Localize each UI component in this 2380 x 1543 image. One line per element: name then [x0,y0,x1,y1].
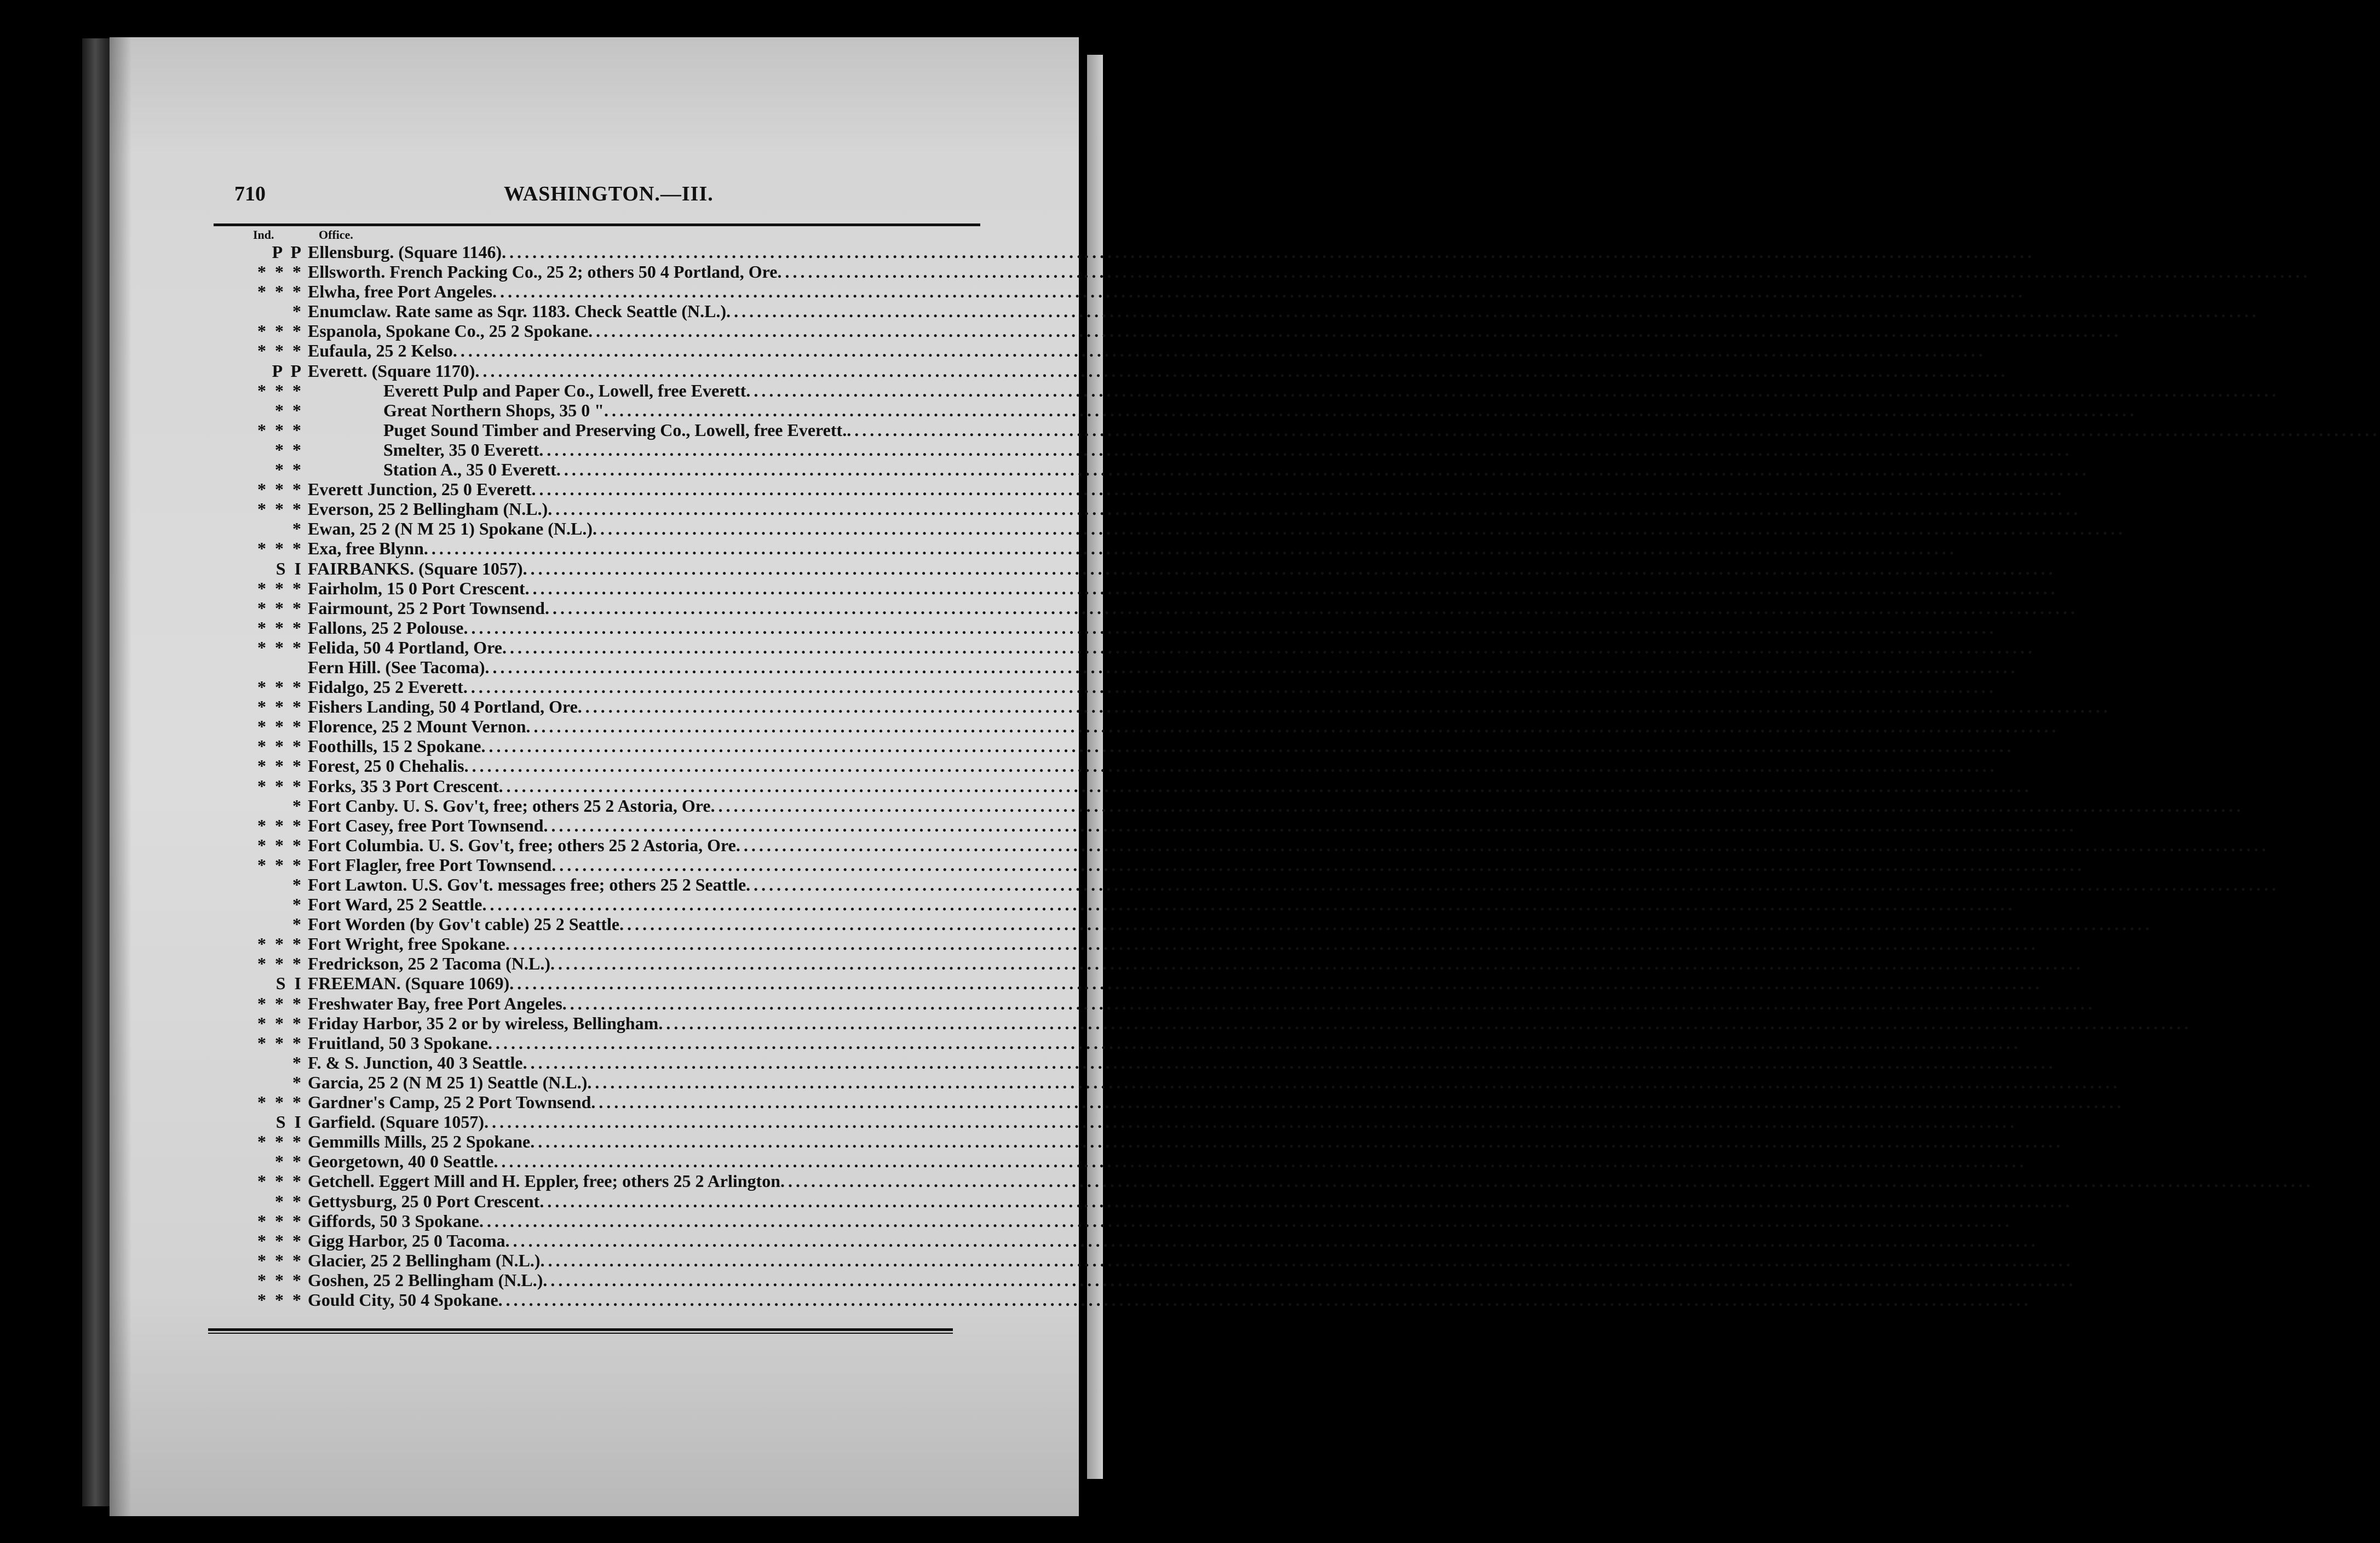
office-entry [308,360,2009,381]
list-item [214,1191,2073,1211]
list-item [214,1112,2018,1132]
column-header-ind: Ind. [253,228,274,242]
dot-leader: ........................................................................................................................................................................................................ [777,262,2311,282]
ind-marker: * * * [257,617,303,638]
running-head: WASHINGTON.—III. [504,182,714,205]
list-item [214,1230,2039,1251]
office-entry [308,262,2311,282]
office-text: Everett Junction, 25 0 Everett [308,479,532,500]
dot-leader: ........................................................................................................................................................................................................ [482,894,2016,915]
ind-marker: * * * [257,380,303,400]
list-item [214,934,2039,954]
dot-leader: ........................................................................................................................................................................................................ [726,301,2260,322]
dot-leader: ........................................................................................................................................................................................................ [587,1072,2121,1092]
office-entry [308,894,2016,915]
dot-leader: ........................................................................................................................................................................................................ [530,1132,2064,1152]
office-text: Fort Ward, 25 2 Seattle [308,894,482,915]
list-item [214,677,1997,697]
office-entry [308,934,2039,954]
office-text: Espanola, Spokane Co., 25 2 Spokane [308,321,589,341]
dot-leader: ........................................................................................................................................................................................................ [464,756,1998,776]
office-entry [308,1289,2032,1310]
ind-marker: * * * [257,835,303,855]
list-item [214,242,2036,262]
dot-leader: ........................................................................................................................................................................................................ [498,1289,2032,1310]
dot-leader: ........................................................................................................................................................................................................ [526,716,2060,737]
office-entry [308,1270,2077,1290]
dot-leader: ........................................................................................................................................................................................................ [548,499,2082,519]
office-text: Georgetown, 40 0 Seattle [308,1151,494,1172]
list-item [214,617,1997,638]
ind-marker: * [292,1072,303,1092]
office-entry [308,1112,2018,1132]
dot-leader: ........................................................................................................................................................................................................ [543,1270,2077,1290]
dot-leader: ........................................................................................................................................................................................................ [522,1052,2056,1072]
office-text: Foothills, 15 2 Spokane [308,736,481,756]
office-entry [308,558,2056,578]
dot-leader: ........................................................................................................................................................................................................ [502,242,2036,262]
ind-marker: * * * [257,854,303,875]
office-text: Fort Casey, free Port Townsend [308,815,544,835]
office-text: Smelter, 35 0 Everett [383,439,539,460]
office-entry [308,1072,2121,1092]
list-item [214,637,2036,657]
ind-marker: * * * [257,637,303,657]
office-text: Garfield. (Square 1057) [308,1112,485,1132]
office-entry [308,1250,2074,1270]
list-item [214,795,2244,816]
dot-leader: ........................................................................................................................................................................................................ [525,578,2059,598]
dot-leader: ........................................................................................................................................................................................................ [452,341,1986,361]
office-entry [308,578,2059,598]
list-item [214,519,2126,539]
dot-leader: ........................................................................................................................................................................................................ [544,598,2078,618]
office-text: Enumclaw. Rate same as Sqr. 1183. Check Seattle (N.L.) [308,301,727,322]
list-item [214,973,2043,994]
ind-marker: * * * [257,954,303,974]
office-text: Florence, 25 2 Mount Vernon [308,716,526,737]
office-entry [308,1211,2013,1231]
list-item [214,657,2019,677]
office-text: Elwha, free Port Angeles [308,282,493,302]
office-entry [308,341,1986,361]
office-entry [383,420,2380,440]
office-entry [308,973,2043,994]
ind-marker: * * * [257,934,303,954]
office-entry [308,993,2096,1013]
office-entry [308,954,2084,974]
list-item [214,697,2111,717]
dot-leader: ........................................................................................................................................................................................................ [619,914,2153,934]
ind-marker: * * * [257,578,303,598]
office-text: Fort Columbia. U. S. Gov't, free; others 25 2 Astoria, Ore [308,835,736,855]
office-entry [308,637,2036,657]
list-item [214,716,2060,737]
office-text: Fruitland, 50 3 Spokane [308,1033,488,1053]
ind-marker: * * * [257,598,303,618]
office-text: Ellensburg. (Square 1146) [308,242,502,262]
dot-leader: ........................................................................................................................................................................................................ [847,420,2380,440]
ind-marker: * * * [257,1250,303,1270]
office-list [214,242,2380,1310]
list-item [214,1289,2032,1310]
office-text: Friday Harbor, 35 2 or by wireless, Bellingham [308,1013,659,1033]
office-text: FAIRBANKS. (Square 1057) [308,558,523,578]
dot-leader: ........................................................................................................................................................................................................ [540,1250,2074,1270]
office-entry [308,617,1997,638]
list-item [214,1171,2314,1191]
office-text: Fort Lawton. U.S. Gov't. messages free; others 25 2 Seattle [308,875,746,894]
ind-marker: P P [272,360,303,381]
office-entry [308,242,2036,262]
column-header-office: Office. [319,228,353,242]
ind-marker: * * * [257,341,303,361]
ind-marker: * * * [257,677,303,697]
list-item [214,1013,2192,1033]
office-entry [308,1052,2056,1072]
office-entry [308,1013,2192,1033]
list-item [214,1052,2056,1072]
list-item [214,479,2065,500]
ind-marker: * [292,894,303,915]
footer-rule-thin [208,1333,953,1334]
office-entry [308,301,2260,322]
office-entry [308,835,2269,855]
list-item [214,439,2073,460]
office-text: Fern Hill. (See Tacoma) [308,657,485,677]
ind-marker: * [292,301,303,322]
ind-marker: * * [275,1151,303,1172]
office-text: Puget Sound Timber and Preserving Co., Lowell, free Everett. [383,420,847,440]
list-item [214,262,2311,282]
list-item [214,914,2153,934]
list-item [214,360,2009,381]
dot-leader: ........................................................................................................................................................................................................ [463,617,1997,638]
dot-leader: ........................................................................................................................................................................................................ [498,776,2032,796]
office-entry [383,460,2090,480]
ind-marker: * * [275,460,303,480]
list-item [214,1151,2027,1172]
office-text: Fairholm, 15 0 Port Crescent [308,578,525,598]
list-item [214,499,2082,519]
dot-leader: ........................................................................................................................................................................................................ [746,380,2280,400]
office-text: Gardner's Camp, 25 2 Port Townsend [308,1092,591,1112]
office-text: Garcia, 25 2 (N M 25 1) Seattle (N.L.) [308,1072,588,1092]
office-entry [308,538,1957,559]
office-entry [308,776,2032,796]
ind-marker: * * * [257,1092,303,1112]
office-text: F. & S. Junction, 40 3 Seattle [308,1052,523,1072]
list-item [214,460,2090,480]
dot-leader: ........................................................................................................................................................................................................ [505,1230,2039,1251]
ind-marker: * * * [257,479,303,500]
office-text: Gigg Harbor, 25 0 Tacoma [308,1230,505,1251]
dot-leader: ........................................................................................................................................................................................................ [484,1112,2018,1132]
ind-marker: * [292,795,303,816]
office-entry [308,677,1997,697]
ind-marker: * * * [257,1211,303,1231]
office-text: Great Northern Shops, 35 0 " [383,400,604,420]
office-text: Gettysburg, 25 0 Port Crescent [308,1191,540,1211]
list-item [214,1211,2013,1231]
office-text: Exa, free Blynn [308,538,424,559]
list-item [214,776,2032,796]
ind-marker: * * * [257,1230,303,1251]
ind-marker: * * * [257,1171,303,1191]
office-entry [308,1230,2039,1251]
office-entry [308,756,1998,776]
office-entry [308,854,2085,875]
list-item [214,993,2096,1013]
dot-leader: ........................................................................................................................................................................................................ [522,558,2056,578]
office-text: Fidalgo, 25 2 Everett [308,677,463,697]
ind-marker: S I [275,558,303,578]
list-item [214,301,2260,322]
ind-marker: * * * [257,993,303,1013]
list-item [214,282,2026,302]
list-item [214,854,2085,875]
office-text: Felida, 50 4 Portland, Ore [308,637,502,657]
ind-marker: S I [275,1112,303,1132]
office-entry [308,657,2019,677]
office-text: Fort Flagler, free Port Townsend [308,854,552,875]
office-entry [308,1191,2073,1211]
list-item [214,1132,2064,1152]
office-text: Gould City, 50 4 Spokane [308,1289,498,1310]
office-text: Everett Pulp and Paper Co., Lowell, free Everett [383,380,746,400]
list-item [214,1072,2121,1092]
ind-marker: * [292,875,303,894]
list-item [214,815,2077,835]
dot-leader: ........................................................................................................................................................................................................ [562,993,2096,1013]
footer-rule [208,1328,953,1331]
list-item [214,558,2056,578]
dot-leader: ........................................................................................................................................................................................................ [735,835,2269,855]
office-text: Eufaula, 25 2 Kelso [308,341,453,361]
office-entry [308,1033,2021,1053]
page-content [214,175,2380,1310]
ind-marker: * * * [257,1289,303,1310]
ind-marker: * * * [257,538,303,559]
list-item [214,1092,2125,1112]
ind-marker: * * * [257,1132,303,1152]
office-text: Fredrickson, 25 2 Tacoma (N.L.) [308,954,550,974]
list-item [214,756,1998,776]
office-text: Ellsworth. French Packing Co., 25 2; others 50 4 Portland, Ore [308,262,778,282]
dot-leader: ........................................................................................................................................................................................................ [479,1211,2013,1231]
ind-marker: * * [275,400,303,420]
office-entry [308,736,2015,756]
office-text: Forks, 35 3 Port Crescent [308,776,499,796]
list-item [214,835,2269,855]
office-entry [308,1132,2064,1152]
office-text: Ewan, 25 2 (N M 25 1) Spokane (N.L.) [308,519,593,539]
dot-leader: ........................................................................................................................................................................................................ [493,1151,2027,1172]
ind-marker: * * * [257,321,303,341]
dot-leader: ........................................................................................................................................................................................................ [593,519,2126,539]
office-text: Goshen, 25 2 Bellingham (N.L.) [308,1270,543,1290]
header-rule [214,223,980,226]
dot-leader: ........................................................................................................................................................................................................ [505,934,2039,954]
ind-marker: * * * [257,716,303,737]
dot-leader: ........................................................................................................................................................................................................ [543,815,2077,835]
dot-leader: ........................................................................................................................................................................................................ [658,1013,2192,1033]
dot-leader: ........................................................................................................................................................................................................ [509,973,2043,994]
dot-leader: ........................................................................................................................................................................................................ [539,1191,2073,1211]
office-entry [308,1171,2314,1191]
office-text: Station A., 35 0 Everett [383,460,556,480]
dot-leader: ........................................................................................................................................................................................................ [492,282,2026,302]
dot-leader: ........................................................................................................................................................................................................ [550,954,2084,974]
office-text: Freshwater Bay, free Port Angeles [308,993,562,1013]
office-entry [308,282,2026,302]
office-entry [308,1151,2027,1172]
ind-marker: * [292,519,303,539]
list-item [214,875,2280,894]
ind-marker: * * * [257,1033,303,1053]
page-number: 710 [234,182,266,205]
dot-leader: ........................................................................................................................................................................................................ [502,637,2036,657]
office-entry [308,479,2065,500]
dot-leader: ........................................................................................................................................................................................................ [475,360,2009,381]
office-entry [308,697,2111,717]
list-item [214,598,2078,618]
dot-leader: ........................................................................................................................................................................................................ [481,736,2015,756]
dot-leader: ........................................................................................................................................................................................................ [591,1092,2125,1112]
list-item [214,400,2137,420]
office-text: Getchell. Eggert Mill and H. Eppler, free; others 25 2 Arlington [308,1171,781,1191]
office-text: Everett. (Square 1170) [308,360,475,381]
office-text: Forest, 25 0 Chehalis [308,756,464,776]
office-text: Gemmills Mills, 25 2 Spokane [308,1132,531,1152]
dot-leader: ........................................................................................................................................................................................................ [531,479,2065,500]
office-entry [383,400,2137,420]
office-text: Fairmount, 25 2 Port Townsend [308,598,545,618]
office-text: FREEMAN. (Square 1069) [308,973,510,994]
ind-marker: * * * [257,499,303,519]
dot-leader: ........................................................................................................................................................................................................ [463,677,1997,697]
ind-marker: * * * [257,815,303,835]
list-item [214,736,2015,756]
office-text: Fort Canby. U. S. Gov't, free; others 25 2 Astoria, Ore [308,795,711,816]
ind-marker: * * * [257,756,303,776]
office-entry [308,1092,2125,1112]
list-item [214,954,2084,974]
list-item [214,538,1957,559]
list-item [214,1270,2077,1290]
dot-leader: ........................................................................................................................................................................................................ [487,1033,2021,1053]
list-item [214,341,1986,361]
list-item [214,321,2122,341]
ind-marker: * * * [257,1270,303,1290]
list-item [214,578,2059,598]
ind-marker: * * * [257,262,303,282]
dot-leader: ........................................................................................................................................................................................................ [780,1171,2314,1191]
dot-leader: ........................................................................................................................................................................................................ [423,538,1957,559]
office-entry [308,875,2280,894]
dot-leader: ........................................................................................................................................................................................................ [710,795,2244,816]
office-text: Giffords, 50 3 Spokane [308,1211,479,1231]
office-entry [308,321,2122,341]
list-item [214,894,2016,915]
office-entry [308,795,2244,816]
ind-marker: P P [272,242,303,262]
ind-marker: S I [275,973,303,994]
list-item [214,420,2380,440]
office-entry [308,815,2077,835]
dot-leader: ........................................................................................................................................................................................................ [577,697,2111,717]
dot-leader: ........................................................................................................................................................................................................ [556,460,2090,480]
office-text: Fallons, 25 2 Polouse [308,617,464,638]
ind-marker: * * * [257,1013,303,1033]
office-entry [383,439,2073,460]
dot-leader: ........................................................................................................................................................................................................ [746,875,2280,894]
ind-marker: * * [275,1191,303,1211]
list-item [214,380,2280,400]
ind-marker: * [292,1052,303,1072]
ind-marker: * [292,914,303,934]
dot-leader: ........................................................................................................................................................................................................ [539,439,2073,460]
ind-marker: * * * [257,420,303,440]
page-header [214,175,980,208]
list-item [214,1033,2021,1053]
list-item [214,1250,2074,1270]
office-text: Glacier, 25 2 Bellingham (N.L.) [308,1250,541,1270]
office-text: Fort Worden (by Gov't cable) 25 2 Seattle [308,914,620,934]
ind-marker: * * * [257,282,303,302]
ind-marker: * * * [257,776,303,796]
dot-leader: ........................................................................................................................................................................................................ [551,854,2085,875]
dot-leader: ........................................................................................................................................................................................................ [603,400,2137,420]
dot-leader: ........................................................................................................................................................................................................ [588,321,2122,341]
ind-marker: * * * [257,697,303,717]
office-entry [308,519,2126,539]
ind-marker: * * * [257,736,303,756]
dot-leader: ........................................................................................................................................................................................................ [485,657,2019,677]
office-text: Fishers Landing, 50 4 Portland, Ore [308,697,578,717]
office-entry [308,716,2060,737]
office-text: Fort Wright, free Spokane [308,934,505,954]
office-entry [383,380,2280,400]
office-text: Everson, 25 2 Bellingham (N.L.) [308,499,548,519]
office-entry [308,598,2078,618]
office-entry [308,499,2082,519]
office-entry [308,914,2153,934]
ind-marker: * * [275,439,303,460]
